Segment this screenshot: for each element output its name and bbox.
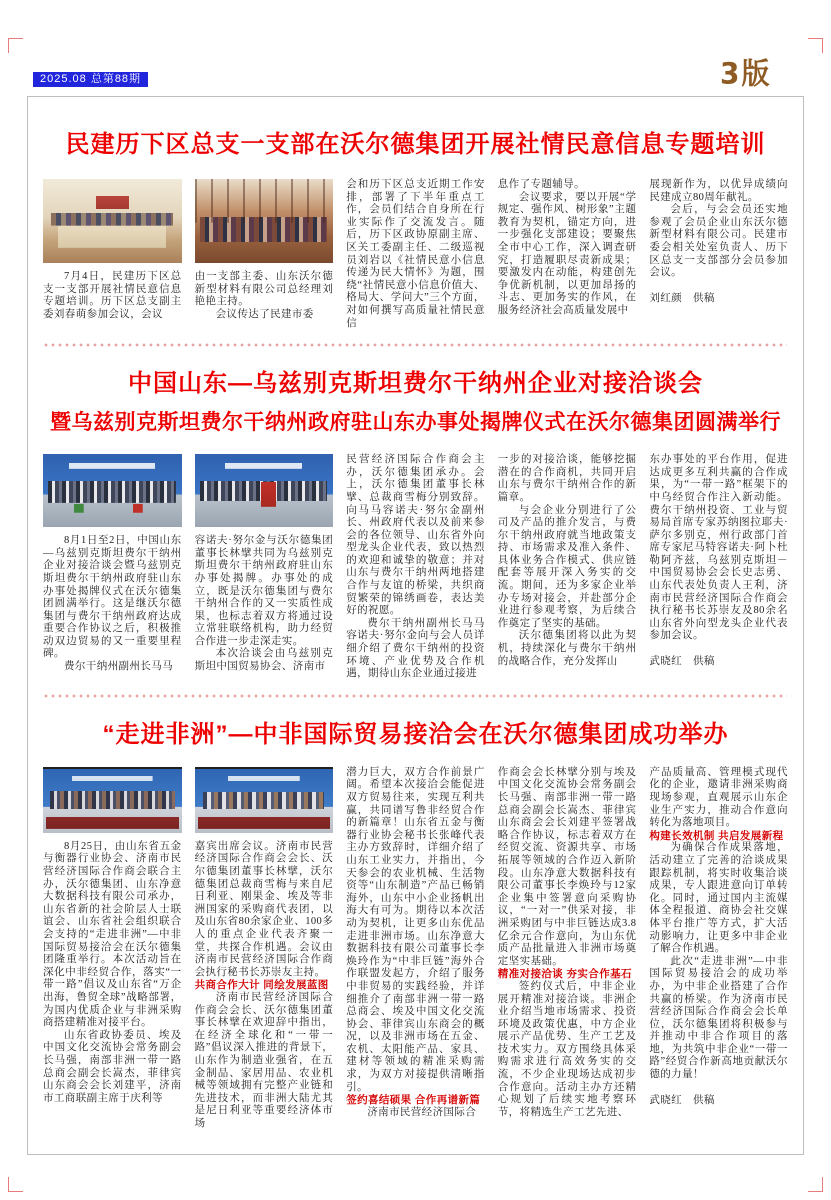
photo-plaque-unveiling-ceremony [195,454,334,527]
article3-subhead: 签约喜结硕果 合作再谱新篇 [346,1094,481,1107]
article-minjian-training [43,124,788,330]
article3-subhead: 共商合作大计 同绘发展蓝图 [194,979,329,992]
article2-headline-line2: 暨乌兹别克斯坦费尔干纳州政府驻山东办事处揭牌仪式在沃尔德集团圆满举行 [50,411,781,435]
article2-paragraph: 沃尔德集团将以此为契机，持续深化与费尔干纳州的战略合作，充分发挥山 [497,630,637,667]
article1-paragraph: 会后，与会会员还实地参观了会员企业山东沃尔德新型材料有限公司。民建市委会相关处室负责人、历下区总支一支部部分会员参加会议。 [649,204,788,279]
article1-paragraph: 息作了专题辅导。 [497,179,585,190]
dotted-separator [44,694,787,698]
article3-col4 [498,767,637,1131]
article2-paragraph: 费尔干纳州副州长马马 [64,661,173,673]
article3-paragraph: 8月25日，由山东省五金与衡器行业协会、济南市民营经济国际合作商会联合主办，沃尔德集团、山东净意大数据科技有限公司承办，山东省新的社会阶层人士联谊会、山东省社会组织联合会支持的“走进非洲”—中非国际贸易接洽会在沃尔德集团隆重举行。本次活动旨在深化中非经贸合作，落实“一带一路”倡议及山东省“万企出海，鲁贸全球”战略部署，为国内优质企业与非洲采购商搭建精准对接平台。 [43,840,182,1029]
article3-byline: 武晓红 供稿 [649,1094,715,1106]
article2-paragraph: 容诺夫·努尔金与沃尔德集团董事长林擘共同为乌兹别克斯坦费尔干纳州政府驻山东办事处揭牌。办事处的成立，既是沃尔德集团与费尔干纳州合作的又一实质性成果，也标志着双方将通过设立常驻联络机构，助力经贸合作进一步走深走实。 [194,535,334,647]
article3-paragraph: 潜力巨大，双方合作前景广阔。希望本次接洽会能促进双方贸易往来，实现互利共赢，共同谱写鲁非经贸合作的新篇章！山东省五金与衡器行业协会秘书长张峰代表主办方致辞时，详细介绍了山东工业实力，并指出，今天参会的农业机械、生活物资等“山东制造”产品已畅销海外，山东中小企业扬帆出海大有可为。期待以本次活动为契机，让更多山东优品走进非洲市场。山东净意大数据科技有限公司董事长李焕玲作为“中非巨链”海外合作联盟发起方，介绍了服务中非贸易的实践经验，并详细推介了南部非洲一带一路总商会、埃及中国文化交流协会、菲律宾山东商会的概况，以及非洲市场在五金、农机、太阳能产品、家具、建材等领域的精准采购需求，为双方对接提供清晰指引。 [346,766,485,1093]
article2-byline: 武晓红 供稿 [649,656,715,668]
article2-headline-line1: 中国山东—乌兹别克斯坦费尔干纳州企业对接洽谈会 [128,370,703,398]
article3-col1 [43,767,182,1131]
article-into-africa-trade-fair [43,714,788,1131]
photo-training-meeting-room [43,179,182,263]
article2-col2 [195,454,334,681]
photo-company-visit-hallway [195,179,334,263]
article1-byline: 刘红颜 供稿 [649,292,715,304]
article1-col2 [195,179,334,330]
article1-col1 [43,179,182,330]
article3-paragraph: 作商会会长林擘分别与埃及中国文化交流协会常务副会长马强、南部非洲一带一路总商会副会长嵩杰、菲律宾山东商会会长刘建平签署战略合作协议，标志着双方在经贸交流、资源共享、市场拓展等领域的合作迈入新阶段。山东净意大数据科技有限公司董事长李焕玲与12家企业集中签署意向采购协议，“一对一”供采对接，非洲采购团与中非巨链达成3.8亿余元合作意向，为山东优质产品批量进入非洲市场奠定坚实基础。 [497,766,637,967]
article-uzbekistan-fergana [43,363,788,681]
article2-col1 [43,454,182,681]
article3-subhead: 构建长效机制 共启发展新程 [649,829,784,842]
article1-paragraph: 7月4日，民建历下区总支一支部开展社情民意信息专题培训。历下区总支副主委刘春萌参加会议，会议 [43,271,182,320]
article2-paragraph: 与会企业分别进行了公司及产品的推介发言，与费尔干纳州政府就当地政策支持、市场需求及准入条件、具体业务合作模式、供应链配套等展开深入务实的交流。期间，还为多家企业举办专场对接会，并赴部分企业进行参观考察，为后续合作奠定了坚实的基础。 [497,504,637,629]
article3-paragraph: 济南市民营经济国际合 [367,1106,477,1118]
article1-col3 [346,179,485,330]
article3-col5 [649,767,788,1131]
article1-paragraph: 会议传达了民建市委 [215,308,314,320]
article1-columns [43,179,788,330]
article1-headline: 民建历下区总支一支部在沃尔德集团开展社情民意信息专题培训 [65,131,766,158]
article3-paragraph: 签约仪式后，中非企业展开精准对接洽谈。非洲企业介绍当地市场需求、投资环境及政策优惠，中方企业展示产品优势、生产工艺及技术实力。双方围绕具体采购需求进行高效务实的交流，不少企业现场达成初步合作意向。活动主办方还精心规划了后续实地考察环节，将精选生产工艺先进、 [497,980,637,1118]
newspaper-page [27,96,804,1155]
article2-paragraph: 民营经济国际合作商会主办，沃尔德集团承办。会上，沃尔德集团董事长林擘、总裁商雪梅分别致辞。向马马容诺夫·努尔金副州长、州政府代表以及前来参会的各位领导、山东省外向型龙头企业代表，致以热烈的欢迎和诚挚的敬意；并对山东与费尔干纳州两地搭建合作与友谊的桥梁，共织商贸繁荣的锦绣画卷，表达美好的祝愿。 [346,454,485,617]
article1-paragraph: 会议要求，要以开展“学规定、强作风、树形象”主题教育为契机，锚定方向，进一步强化支部建设；要聚焦全市中心工作，深入调查研究，打造履职尽责新成果；要激发内在动能，构建创先争优新机制，以更加昂扬的斗志、更加务实的作风，在服务经济社会高质量发展中 [497,191,637,316]
photo-signing-group-stage [43,454,182,527]
crop-mark-top-right [808,38,823,53]
article3-paragraph: 山东省政协委员、埃及中国文化交流协会常务副会长马强，南部非洲一带一路总商会副会长嵩杰，菲律宾山东商会会长刘建平，济南市工商联副主席于庆利等 [43,1029,182,1104]
article2-paragraph: 费尔干纳州副州长马马容诺夫·努尔金向与会人员详细介绍了费尔干纳州的投资环境、产业优势及合作机遇，期待山东企业通过接进 [346,617,485,680]
article2-columns [43,454,788,681]
article3-headline: “走进非洲”—中非国际贸易接洽会在沃尔德集团成功举办 [102,720,729,748]
crop-mark-bottom-left [8,1177,23,1192]
article2-paragraph: 一步的对接洽谈，能够挖掘潜在的合作商机，共同开启山东与费尔干纳州合作的新篇章。 [497,454,637,503]
article3-paragraph: 产品质量高、管理模式现代化的企业，邀请非洲采购商现场参观，直观展示山东企业生产实力，推动合作意向转化为落地项目。 [649,766,788,829]
issue-date-label: 2025.08 总第88期 [33,72,148,87]
photo-purchase-agreement-stage [195,767,334,833]
crop-mark-bottom-right [808,1177,823,1192]
photo-strategic-agreement-signing [43,767,182,833]
article1-paragraph: 会和历下区总支近期工作安排，部署了下半年重点工作，会员们结合自身所在行业实际作了交流发言。随后，历下区政协原副主席、区关工委副主任、二级巡视员刘岩以《社情民意小信息 传递为民大情怀》为题，围绕“社情民意小信息价值大、格局大、学问大”三个方面，对如何撰写高质量社情民意信 [346,179,485,329]
article1-col5 [649,179,788,330]
article3-col3 [346,767,485,1131]
article1-paragraph: 由一支部主委、山东沃尔德新型材料有限公司总经理刘艳艳主持。 [194,271,334,308]
article1-paragraph: 展现新作为，以优异成绩向民建成立80周年献礼。 [649,179,788,203]
article2-col5 [649,454,788,681]
article3-paragraph: 济南市民营经济国际合作商会会长、沃尔德集团董事长林擘在欢迎辞中指出，在经济全球化和“一带一路”倡议深入推进的背景下，山东作为制造业强省，在五金制品、家居用品、农业机械等领域拥有完整产业链和先进技术，而非洲大陆尤其是尼日利亚等重要经济体市场 [194,991,334,1129]
article3-columns [43,767,788,1131]
article1-col4 [498,179,637,330]
article3-subhead: 精准对接洽谈 夯实合作基石 [497,968,632,981]
article2-col3 [346,454,485,681]
page-number-label: 3版 [720,56,772,91]
crop-mark-top-left [8,38,23,53]
article3-paragraph: 此次“走进非洲”—中非国际贸易接洽会的成功举办，为中非企业搭建了合作共赢的桥梁。作为济南市民营经济国际合作商会会长单位，沃尔德集团将积极参与并推动中非合作项目的落地，为共筑中非企业“一带一路”经贸合作新高地贡献沃尔德的力量！ [649,955,788,1081]
article3-paragraph: 嘉宾出席会议。济南市民营经济国际合作商会会长、沃尔德集团董事长林擘，沃尔德集团总裁商雪梅与来自尼日利亚、刚果金、埃及等非洲国家的采购商代表团，以及山东省80余家企业、100多人的重点企业代表齐聚一堂，共探合作机遇。会议由济南市民营经济国际合作商会执行秘书长苏崇友主持。 [194,840,334,978]
article3-paragraph: 为确保合作成果落地，活动建立了完善的洽谈成果跟踪机制，将实时收集洽谈成果，专人跟进意向订单转化。同时，通过国内主流媒体全程报道、商协会社交媒体平台推广等方式，扩大活动影响力，让更多中非企业了解合作机遇。 [649,842,788,955]
article2-paragraph: 本次洽谈会由乌兹别克斯坦中国贸易协会、济南市 [194,648,334,673]
article2-paragraph: 东办事处的平台作用，促进达成更多互利共赢的合作成果，为“一带一路”框架下的中乌经贸合作注入新动能。费尔干纳州投资、工业与贸易局首席专家苏纳图拉耶夫·萨尔多别克，州行政部门首席专家尼马特容诺夫·阿卜杜勒阿齐兹，乌兹别克斯坦－中国贸易协会会长史志勇、山东代表处负责人王利，济南市民营经济国际合作商会执行秘书长苏崇友及80余名山东省外向型龙头企业代表参加会议。 [649,454,788,642]
article2-paragraph: 8月1日至2日，中国山东—乌兹别克斯坦费尔干纳州企业对接洽谈会暨乌兹别克斯坦费尔干纳州政府驻山东办事处揭牌仪式在沃尔德集团圆满举行。这是继沃尔德集团与费尔干纳州政府达成重要合作协议之后，积极推动双边贸易的又一重要里程碑。 [43,535,182,660]
article2-col4 [498,454,637,681]
article3-col2 [195,767,334,1131]
dotted-separator [44,343,787,347]
